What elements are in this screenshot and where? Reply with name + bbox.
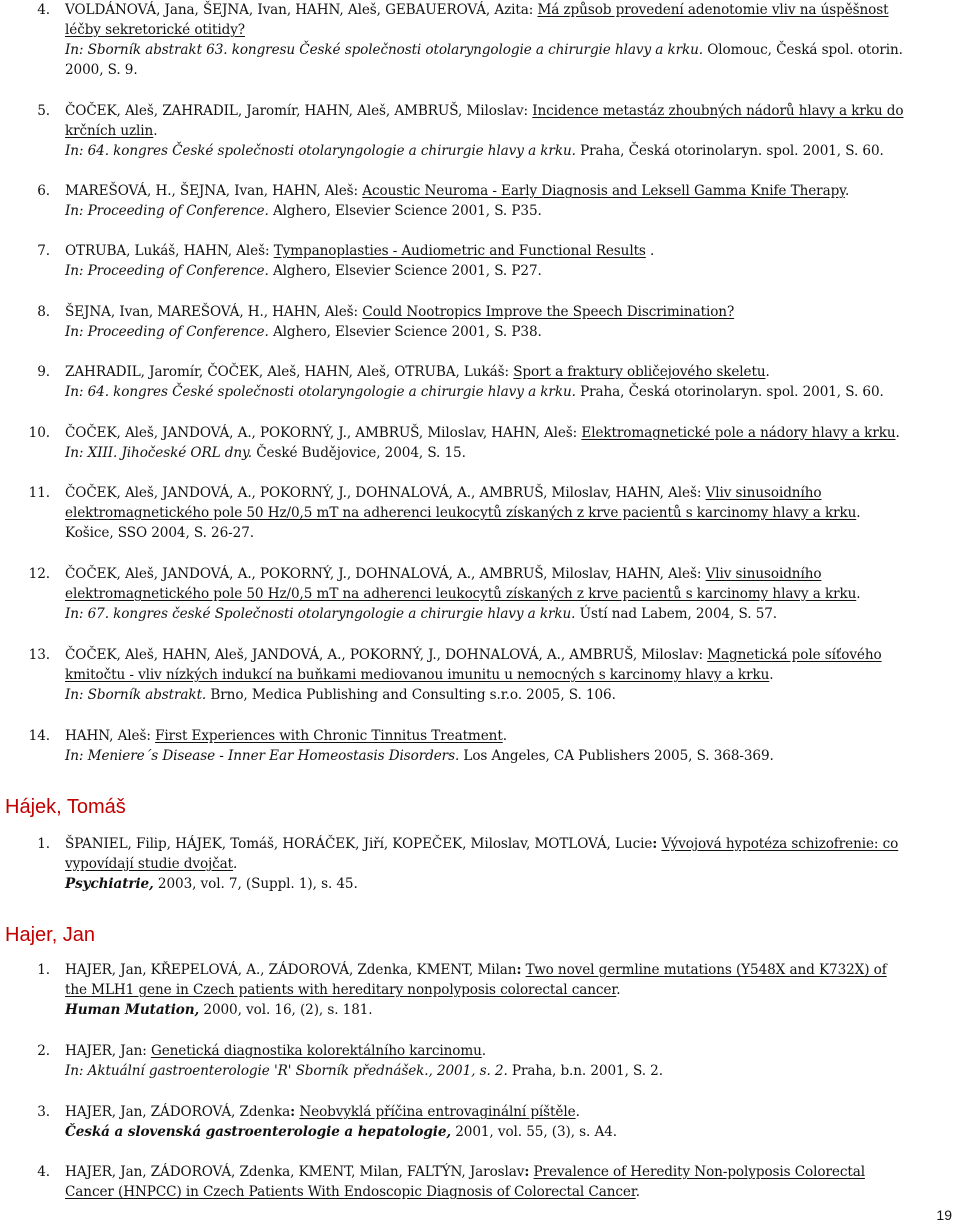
entry-number: 6.: [37, 183, 50, 199]
citation-text: .: [635, 1184, 640, 1200]
citation-line: [65, 423, 945, 443]
entry-number: 11.: [28, 485, 50, 501]
citation-line: [65, 141, 945, 161]
publication-title-link[interactable]: vypovídají studie dvojčat: [65, 856, 234, 872]
citation-line: [65, 980, 945, 1000]
citation-line: [65, 0, 945, 20]
entry-number: 2.: [37, 1043, 50, 1059]
journal-name: Human Mutation,: [65, 1002, 200, 1018]
citation-text: ČOČEK, Aleš, JANDOVÁ, A., POKORNÝ, J., DOHNALOVÁ, A., AMBRUŠ, Miloslav, HAHN, Aleš:: [65, 566, 706, 582]
publication-title-link[interactable]: Tympanoplasties - Audiometric and Functional Results: [273, 243, 646, 259]
source-venue: In: Sborník abstrakt 63. kongresu České společnosti otolaryngologie a chirurgie hlavy a krku.: [65, 42, 704, 58]
citation-text: MAREŠOVÁ, H., ŠEJNA, Ivan, HAHN, Aleš:: [65, 183, 363, 199]
entry-number: 5.: [37, 103, 50, 119]
citation-text: .: [233, 856, 238, 872]
separator: :: [524, 1164, 530, 1180]
citation-line: [65, 834, 945, 854]
citation-line: [65, 1122, 945, 1142]
citation-line: [65, 1102, 945, 1122]
citation-text: České Budějovice, 2004, S. 15.: [252, 445, 466, 461]
section-heading-hajek: Hájek, Tomáš: [5, 796, 126, 818]
citation-text: Praha, b.n. 2001, S. 2.: [507, 1063, 663, 1079]
publication-title-link[interactable]: Genetická diagnostika kolorektálního karcinomu: [150, 1043, 482, 1059]
source-venue: In: 67. kongres české Společnosti otolaryngologie a chirurgie hlavy a krku.: [65, 606, 576, 622]
citation-line: [65, 1061, 945, 1081]
citation-text: .: [481, 1043, 487, 1059]
entry-citation: [65, 0, 945, 80]
source-venue: In: Sborník abstrakt.: [65, 687, 207, 703]
citation-text: Alghero, Elsevier Science 2001, S. P35.: [268, 203, 542, 219]
citation-text: ŠPANIEL, Filip, HÁJEK, Tomáš, HORÁČEK, Jiří, KOPEČEK, Miloslav, MOTLOVÁ, Lucie: [65, 836, 653, 852]
entry-number: 12.: [28, 566, 50, 582]
publication-title-link[interactable]: Incidence metastáz zhoubných nádorů hlavy a krku do: [532, 103, 904, 119]
citation-line: [65, 443, 945, 463]
page-number: 19: [936, 1207, 952, 1223]
citation-line: [65, 302, 945, 322]
entry-citation: [65, 181, 945, 221]
citation-line: [65, 645, 945, 665]
citation-text: Brno, Medica Publishing and Consulting s.r.o. 2005, S. 106.: [206, 687, 616, 703]
section-heading-hajer: Hajer, Jan: [5, 924, 96, 946]
citation-line: [65, 854, 945, 874]
citation-line: [65, 1162, 945, 1182]
entry-number: 1.: [37, 962, 50, 978]
citation-line: [65, 20, 945, 40]
publication-title-link[interactable]: Could Nootropics Improve the Speech Discrimination?: [362, 304, 735, 320]
entry-citation: [65, 1102, 945, 1142]
source-venue: In: Proceeding of Conference.: [65, 324, 269, 340]
entry-citation: [65, 1041, 945, 1081]
publication-title-link[interactable]: Prevalence of Heredity Non-polyposis Colorectal: [533, 1164, 865, 1180]
publication-title-link[interactable]: Vliv sinusoidního: [705, 566, 822, 582]
separator: :: [516, 962, 522, 978]
citation-line: [65, 685, 945, 705]
citation-line: [65, 1000, 945, 1020]
entry-citation: [65, 564, 945, 624]
publication-title-link[interactable]: Má způsob provedení adenotomie vliv na úspěšnost: [537, 2, 889, 18]
source-venue: In: Meniere´s Disease - Inner Ear Homeostasis Disorders.: [65, 748, 460, 764]
citation-line: [65, 241, 945, 261]
citation-line: [65, 1182, 945, 1202]
citation-text: .: [769, 667, 774, 683]
citation-text: 2003, vol. 7, (Suppl. 1), s. 45.: [153, 876, 358, 892]
citation-text: HAJER, Jan, ZÁDOROVÁ, Zdenka: [65, 1104, 291, 1120]
citation-text: Los Angeles, CA Publishers 2005, S. 368-369.: [459, 748, 774, 764]
citation-line: [65, 564, 945, 584]
citation-text: .: [856, 586, 861, 602]
entry-citation: [65, 960, 945, 1020]
publication-title-link[interactable]: elektromagnetického pole 50 Hz/0,5 mT na adherenci leukocytů získaných z krve pacientů s karcinomy hlavy a krku: [65, 586, 857, 602]
citation-text: ČOČEK, Aleš, HAHN, Aleš, JANDOVÁ, A., POKORNÝ, J., DOHNALOVÁ, A., AMBRUŠ, Miloslav:: [65, 647, 708, 663]
separator: :: [652, 836, 658, 852]
citation-line: [65, 726, 945, 746]
source-venue: In: Aktuální gastroenterologie 'R' Sborník přednášek., 2001, s. 2.: [65, 1063, 508, 1079]
publication-title-link[interactable]: Sport a fraktury obličejového skeletu: [513, 364, 766, 380]
entry-number: 9.: [37, 364, 50, 380]
citation-line: [65, 201, 945, 221]
citation-line: [65, 261, 945, 281]
entry-citation: [65, 362, 945, 402]
source-venue: In: XIII. Jihočeské ORL dny.: [65, 445, 253, 461]
citation-text: .: [765, 364, 770, 380]
source-venue: In: Proceeding of Conference.: [65, 263, 269, 279]
citation-text: Praha, Česká otorinolaryn. spol. 2001, S. 60.: [575, 384, 884, 400]
citation-text: ZAHRADIL, Jaromír, ČOČEK, Aleš, HAHN, Aleš, OTRUBA, Lukáš:: [65, 364, 514, 380]
entry-number: 14.: [28, 728, 50, 744]
citation-line: [65, 503, 945, 523]
citation-line: [65, 40, 945, 60]
citation-line: [65, 483, 945, 503]
citation-line: [65, 746, 945, 766]
citation-line: [65, 60, 945, 80]
source-venue: In: Proceeding of Conference.: [65, 203, 269, 219]
citation-text: Olomouc, Česká spol. otorin.: [703, 42, 903, 58]
citation-text: ČOČEK, Aleš, JANDOVÁ, A., POKORNÝ, J., AMBRUŠ, Miloslav, HAHN, Aleš:: [65, 425, 582, 441]
citation-text: .: [502, 728, 507, 744]
citation-text: .: [856, 505, 861, 521]
publication-title-link[interactable]: elektromagnetického pole 50 Hz/0,5 mT na adherenci leukocytů získaných z krve pacientů s karcinomy hlavy a krku: [65, 505, 857, 521]
citation-text: HAJER, Jan, KŘEPELOVÁ, A., ZÁDOROVÁ, Zdenka, KMENT, Milan: [65, 962, 517, 978]
publication-title-link[interactable]: kmitočtu - vliv nízkých indukcí na buňkami mediovanou imunitu u nemocných s karcinomy hlavy a krku: [65, 667, 770, 683]
publication-title-link[interactable]: First Experiences with Chronic Tinnitus Treatment: [155, 728, 503, 744]
entry-citation: [65, 483, 945, 543]
citation-line: [65, 101, 945, 121]
citation-text: HAHN, Aleš:: [65, 728, 156, 744]
citation-text: HAJER, Jan, ZÁDOROVÁ, Zdenka, KMENT, Milan, FALTÝN, Jaroslav: [65, 1164, 525, 1180]
citation-text: 2001, vol. 55, (3), s. A4.: [451, 1124, 617, 1140]
entry-citation: [65, 101, 945, 161]
citation-line: [65, 362, 945, 382]
citation-text: .: [575, 1104, 580, 1120]
citation-line: [65, 584, 945, 604]
publication-title-link[interactable]: the MLH1 gene in Czech patients with hereditary nonpolyposis colorectal cancer: [65, 982, 617, 998]
source-venue: In: 64. kongres České společnosti otolaryngologie a chirurgie hlavy a krku.: [65, 143, 576, 159]
citation-line: [65, 181, 945, 201]
entry-citation: [65, 241, 945, 281]
publication-title-link[interactable]: Magnetická pole síťového: [707, 647, 882, 663]
citation-text: Ústí nad Labem, 2004, S. 57.: [575, 606, 778, 622]
citation-line: [65, 604, 945, 624]
entry-number: 4.: [37, 2, 50, 18]
citation-text: OTRUBA, Lukáš, HAHN, Aleš:: [65, 243, 274, 259]
publication-title-link[interactable]: Vliv sinusoidního: [705, 485, 822, 501]
publication-title-link[interactable]: Two novel germline mutations (Y548X and K732X) of: [525, 962, 887, 978]
citation-line: [65, 121, 945, 141]
journal-name: Psychiatrie,: [65, 876, 154, 892]
entry-number: 3.: [37, 1104, 50, 1120]
publication-title-link[interactable]: léčby sekretorické otitidy?: [65, 22, 245, 38]
citation-line: [65, 523, 945, 543]
citation-line: [65, 1041, 945, 1061]
citation-line: [65, 382, 945, 402]
citation-text: .: [153, 123, 158, 139]
citation-text: ČOČEK, Aleš, ZAHRADIL, Jaromír, HAHN, Aleš, AMBRUŠ, Miloslav:: [65, 103, 533, 119]
source-venue: In: 64. kongres České společnosti otolaryngologie a chirurgie hlavy a krku.: [65, 384, 576, 400]
publication-title-link[interactable]: Acoustic Neuroma - Early Diagnosis and Leksell Gamma Knife Therapy: [362, 183, 845, 199]
journal-name: Česká a slovenská gastroenterologie a hepatologie,: [65, 1124, 452, 1140]
entry-number: 7.: [37, 243, 50, 259]
citation-text: .: [895, 425, 900, 441]
entry-citation: [65, 423, 945, 463]
publication-title-link[interactable]: Neobvyklá příčina entrovaginální píštěle: [299, 1104, 576, 1120]
citation-text: ČOČEK, Aleš, JANDOVÁ, A., POKORNÝ, J., DOHNALOVÁ, A., AMBRUŠ, Miloslav, HAHN, Aleš:: [65, 485, 706, 501]
citation-text: Praha, Česká otorinolaryn. spol. 2001, S. 60.: [575, 143, 884, 159]
entry-citation: [65, 834, 945, 894]
citation-text: 2000, vol. 16, (2), s. 181.: [199, 1002, 373, 1018]
entry-number: 10.: [28, 425, 50, 441]
citation-line: [65, 874, 945, 894]
citation-text: .: [616, 982, 621, 998]
separator: :: [290, 1104, 296, 1120]
citation-text: .: [844, 183, 850, 199]
citation-text: .: [645, 243, 655, 259]
citation-text: Alghero, Elsevier Science 2001, S. P38.: [268, 324, 542, 340]
citation-line: [65, 322, 945, 342]
entry-citation: [65, 302, 945, 342]
publication-title-link[interactable]: Vývojová hypotéza schizofrenie: co: [661, 836, 899, 852]
entry-number: 13.: [28, 647, 50, 663]
publication-title-link[interactable]: Elektromagnetické pole a nádory hlavy a krku: [581, 425, 896, 441]
citation-text: 2000, S. 9.: [65, 62, 138, 78]
publication-title-link[interactable]: Cancer (HNPCC) in Czech Patients With Endoscopic Diagnosis of Colorectal Cancer: [65, 1184, 636, 1200]
publication-title-link[interactable]: krčních uzlin: [65, 123, 154, 139]
entry-number: 1.: [37, 836, 50, 852]
entry-number: 4.: [37, 1164, 50, 1180]
entry-citation: [65, 645, 945, 705]
citation-text: HAJER, Jan:: [65, 1043, 151, 1059]
entry-citation: [65, 726, 945, 766]
citation-line: [65, 960, 945, 980]
citation-text: Košice, SSO 2004, S. 26-27.: [65, 525, 254, 541]
citation-text: VOLDÁNOVÁ, Jana, ŠEJNA, Ivan, HAHN, Aleš, GEBAUEROVÁ, Azita:: [65, 2, 538, 18]
entry-citation: [65, 1162, 945, 1202]
citation-text: Alghero, Elsevier Science 2001, S. P27.: [268, 263, 542, 279]
citation-text: ŠEJNA, Ivan, MAREŠOVÁ, H., HAHN, Aleš:: [65, 304, 363, 320]
citation-line: [65, 665, 945, 685]
entry-number: 8.: [37, 304, 50, 320]
